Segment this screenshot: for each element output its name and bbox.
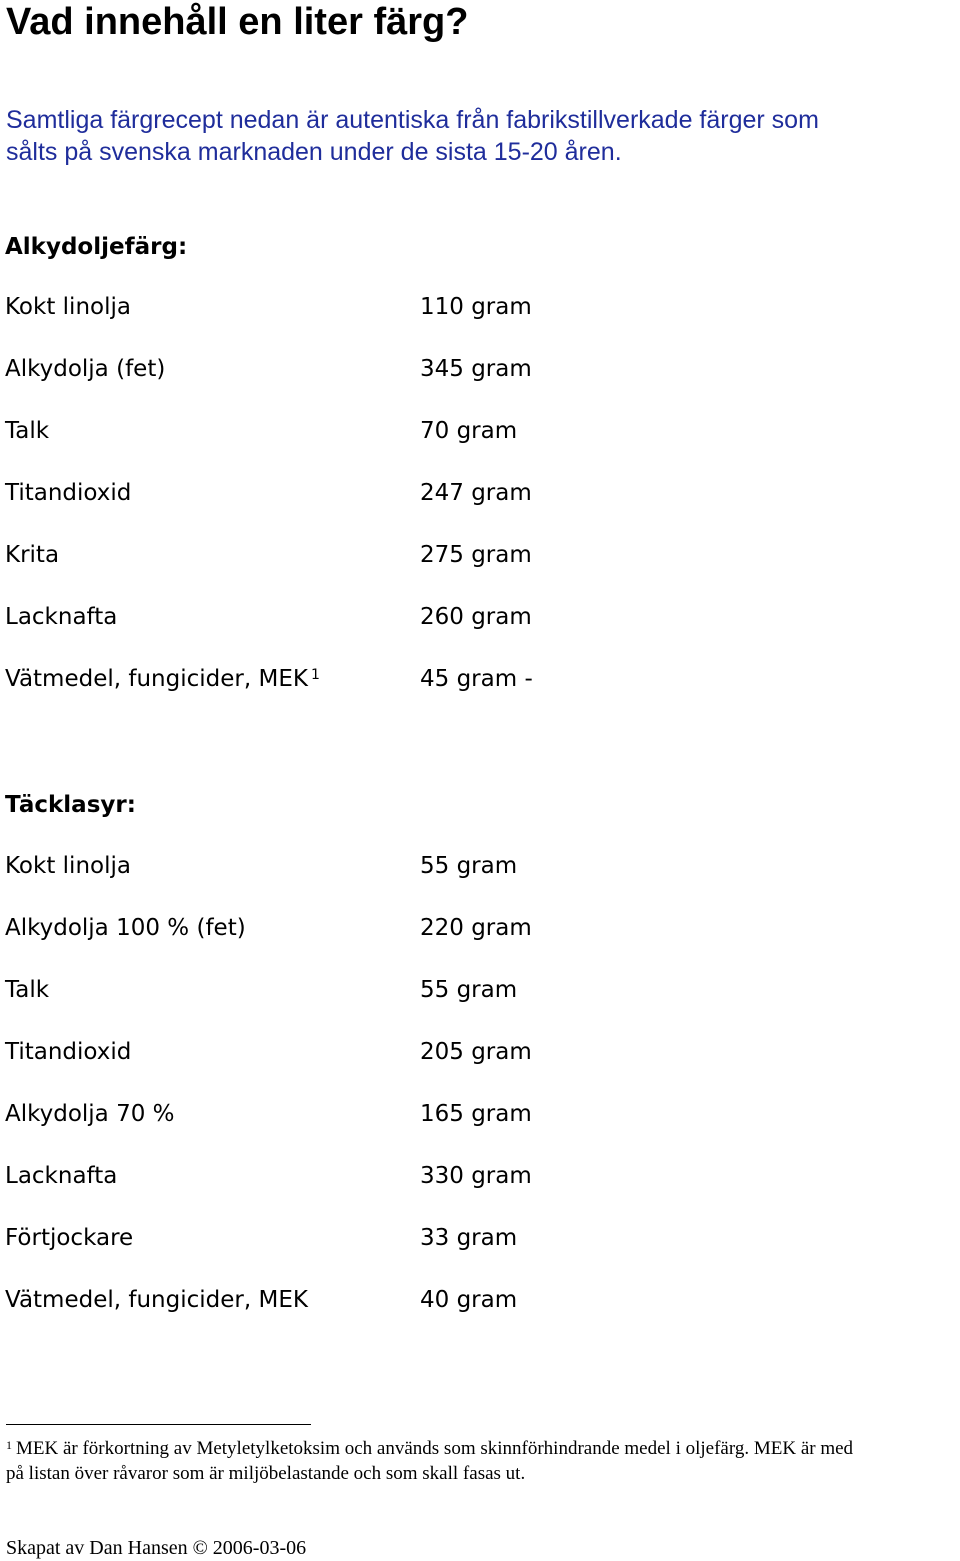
- page-title: Vad innehåll en liter färg?: [6, 1, 469, 43]
- ingredient-name: Vätmedel, fungicider, MEK: [5, 1287, 308, 1313]
- footnote-line-2: på listan över råvaror som är miljöbelastande och som skall fasas ut.: [6, 1463, 526, 1484]
- intro-line-1: Samtliga färgrecept nedan är autentiska från fabrikstillverkade färger som: [6, 106, 819, 134]
- footnote: [6, 1436, 958, 1486]
- recipe-row: [0, 478, 960, 508]
- ingredient-name: Alkydolja 70 %: [5, 1101, 175, 1127]
- ingredient-amount: 205 gram: [420, 1039, 532, 1065]
- footnote-reference: 1: [310, 667, 320, 683]
- ingredient-amount: 220 gram: [420, 915, 532, 941]
- ingredient-name: Kokt linolja: [5, 294, 131, 320]
- recipe-row: [0, 354, 960, 384]
- ingredient-amount: 33 gram: [420, 1225, 518, 1251]
- ingredient-name: Titandioxid: [5, 480, 132, 506]
- recipe-row: [0, 975, 960, 1005]
- recipe-row: [0, 1285, 960, 1315]
- ingredient-amount: 55 gram: [420, 977, 518, 1003]
- ingredient-name: Förtjockare: [5, 1225, 134, 1251]
- footnote-text-1: MEK är förkortning av Metyletylketoksim och används som skinnförhindrande medel i oljefärg. MEK är med: [16, 1438, 854, 1459]
- ingredient-name: Lacknafta: [5, 1163, 118, 1189]
- footnote-line-1: [6, 1436, 958, 1461]
- recipe-heading-tacklasyr: Täcklasyr:: [5, 792, 136, 818]
- intro-line-2: sålts på svenska marknaden under de sista 15-20 åren.: [6, 138, 622, 166]
- ingredient-name: Talk: [5, 418, 50, 444]
- recipe-heading-alkydoljefarg: Alkydoljefärg:: [5, 234, 188, 260]
- ingredient-name: Vätmedel, fungicider, MEK: [5, 666, 308, 692]
- recipe-row: [0, 851, 960, 881]
- recipe-row: [0, 1223, 960, 1253]
- recipe-row: [0, 1161, 960, 1191]
- ingredient-name: Titandioxid: [5, 1039, 132, 1065]
- ingredient-name: Lacknafta: [5, 604, 118, 630]
- ingredient-amount: 45 gram -: [420, 666, 533, 692]
- recipe-row: [0, 1099, 960, 1129]
- recipe-row: [0, 540, 960, 570]
- ingredient-amount: 55 gram: [420, 853, 518, 879]
- footnote-marker: 1: [6, 1438, 12, 1452]
- ingredient-amount: 330 gram: [420, 1163, 532, 1189]
- recipe-row: [0, 1037, 960, 1067]
- recipe-row: [0, 602, 960, 632]
- recipe-row: [0, 913, 960, 943]
- ingredient-amount: 165 gram: [420, 1101, 532, 1127]
- ingredient-name-with-footnote: [5, 664, 320, 694]
- author-credit: Skapat av Dan Hansen © 2006-03-06: [6, 1537, 307, 1559]
- ingredient-amount: 110 gram: [420, 294, 532, 320]
- ingredient-amount: 345 gram: [420, 356, 532, 382]
- ingredient-amount: 260 gram: [420, 604, 532, 630]
- ingredient-name: Alkydolja (fet): [5, 356, 166, 382]
- recipe-row: [0, 292, 960, 322]
- recipe-row: [0, 416, 960, 446]
- ingredient-amount: 275 gram: [420, 542, 532, 568]
- ingredient-name: Talk: [5, 977, 50, 1003]
- ingredient-name: Kokt linolja: [5, 853, 131, 879]
- recipe-row: [0, 664, 960, 694]
- intro-paragraph: [6, 104, 960, 168]
- ingredient-amount: 40 gram: [420, 1287, 518, 1313]
- footnote-separator: [6, 1424, 311, 1425]
- ingredient-name: Alkydolja 100 % (fet): [5, 915, 246, 941]
- ingredient-amount: 247 gram: [420, 480, 532, 506]
- ingredient-amount: 70 gram: [420, 418, 518, 444]
- ingredient-name: Krita: [5, 542, 60, 568]
